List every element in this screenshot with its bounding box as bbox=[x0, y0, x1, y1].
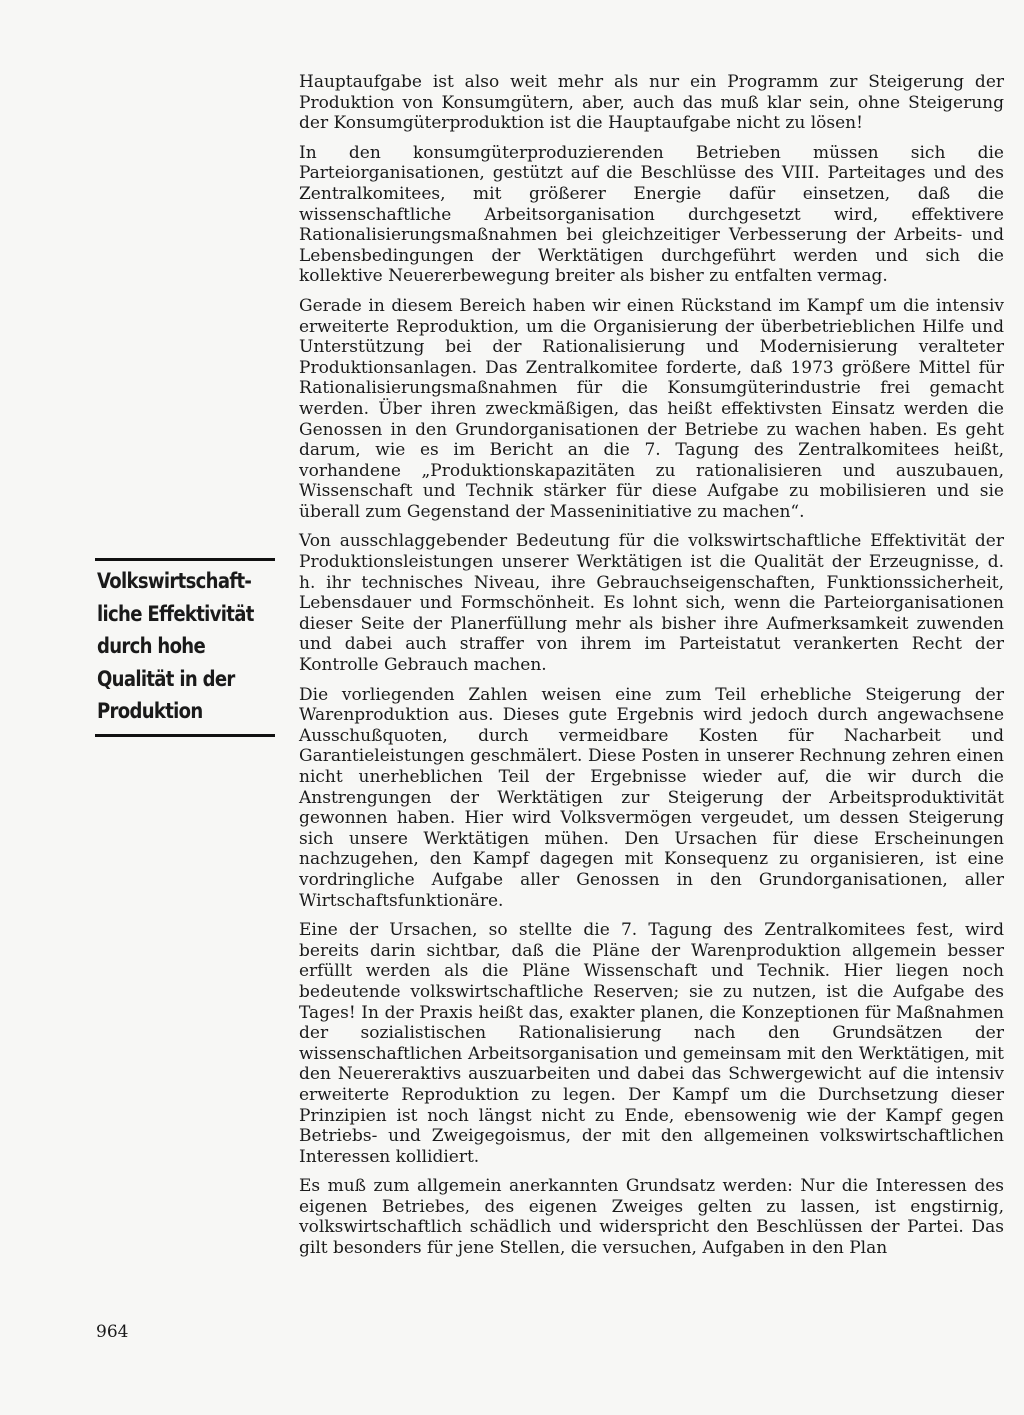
page-number: 964 bbox=[96, 1322, 129, 1342]
paragraph-5: Die vorliegenden Zahlen weisen eine zum Teil erhebliche Steigerung der Warenproduktion aus. Dieses gute Ergebnis wird jedoch durch angewachsene Ausschußquoten, durch vermeidbare Kosten für Nacharbeit und Garantieleistungen geschmälert. Diese Posten in unserer Rechnung zehren einen nicht unerheblichen Teil der Ergebnisse wieder auf, die wir durch die Anstrengungen der Werktätigen zur Steigerung der Arbeitsproduktivität gewonnen haben. Hier wird Volksvermögen vergeudet, um dessen Steigerung sich unsere Werktätigen mühen. Den Ursachen für diese Erscheinungen nachzugehen, den Kampf dagegen mit Konsequenz zu organisieren, ist eine vordringliche Aufgabe aller Genossen in den Grundorganisationen, aller Wirtschaftsfunktionäre. bbox=[299, 684, 1004, 911]
paragraph-7: Es muß zum allgemein anerkannten Grundsatz werden: Nur die Interessen des eigenen Betriebes, des eigenen Zweiges gelten zu lassen, ist engstirnig, volkswirtschaftlich schädlich und widerspricht den Beschlüssen der Partei. Das gilt besonders für jene Stellen, die versuchen, Aufgaben in den Plan bbox=[299, 1176, 1004, 1259]
paragraph-6: Eine der Ursachen, so stellte die 7. Tagung des Zentralkomitees fest, wird bereits darin sichtbar, daß die Pläne der Warenproduktion allgemein besser erfüllt werden als die Pläne Wissenschaft und Technik. Hier liegen noch bedeutende volkswirtschaftliche Reserven; sie zu nutzen, ist die Aufgabe des Tages! In der Praxis heißt das, exakter planen, die Konzeptionen für Maßnahmen der sozialistischen Rationalisierung nach den Grundsätzen der wissenschaftlichen Arbeitsorganisation und gemeinsam mit den Werktätigen, mit den Neuereraktivs auszuarbeiten und dabei das Schwergewicht auf die intensiv erweiterte Reproduktion zu legen. Der Kampf um die Durchsetzung dieser Prinzipien ist noch längst nicht zu Ende, ebensowenig wie der Kampf gegen Betriebs- und Zweigegoismus, der mit den allgemeinen volkswirtschaftlichen Interessen kollidiert. bbox=[299, 920, 1004, 1167]
margin-heading: Volkswirtschaft- liche Effektivität durch hohe Qualität in der Produktion bbox=[97, 569, 254, 723]
paragraph-3: Gerade in diesem Bereich haben wir einen Rückstand im Kampf um die intensiv erweiterte Reproduktion, um die Organisierung der überbetrieblichen Hilfe und Unterstützung bei der Rationalisierung und Modernisierung veralteter Produktionsanlagen. Das Zentralkomitee forderte, daß 1973 größere Mittel für Rationalisierungsmaßnahmen für die Konsumgüterindustrie frei gemacht werden. Über ihren zweckmäßigen, das heißt effektivsten Einsatz werden die Genossen in den Grundorganisationen der Betriebe zu wachen haben. Es geht darum, wie es im Bericht an die 7. Tagung des Zentralkomitees heißt, vorhandene „Produktionskapazitäten zu rationalisieren und auszubauen, Wissenschaft und Technik stärker für diese Aufgabe zu mobilisieren und sie überall zum Gegenstand der Masseninitiative zu machen“. bbox=[299, 295, 1004, 522]
paragraph-1: Hauptaufgabe ist also weit mehr als nur ein Programm zur Steigerung der Produktion von Konsumgütern, aber, auch das muß klar sein, ohne Steigerung der Konsumgüterproduktion ist die Hauptaufgabe nicht zu lösen! bbox=[299, 72, 1004, 134]
margin-heading-box bbox=[95, 558, 275, 737]
body-text-column bbox=[299, 72, 1004, 1268]
paragraph-4: Von ausschlaggebender Bedeutung für die volkswirtschaftliche Effektivität der Produktionsleistungen unserer Werktätigen ist die Qualität der Erzeugnisse, d. h. ihr technisches Niveau, ihre Gebrauchseigenschaften, Funktionssicherheit, Lebensdauer und Formschönheit. Es lohnt sich, wenn die Parteiorganisationen dieser Seite der Planerfüllung mehr als bisher ihre Aufmerksamkeit zuwenden und dabei auch straffer von ihrem im Parteistatut verankerten Recht der Kontrolle Gebrauch machen. bbox=[299, 531, 1004, 676]
paragraph-2: In den konsumgüterproduzierenden Betrieben müssen sich die Parteiorganisationen, gestützt auf die Beschlüsse des VIII. Parteitages und des Zentralkomitees, mit größerer Energie dafür einsetzen, daß die wissenschaftliche Arbeitsorganisation durchgesetzt wird, effektivere Rationalisierungsmaßnahmen bei gleichzeitiger Verbesserung der Arbeits- und Lebensbedingungen der Werktätigen durchgeführt werden und sich die kollektive Neuererbewegung breiter als bisher zu entfalten vermag. bbox=[299, 142, 1004, 287]
